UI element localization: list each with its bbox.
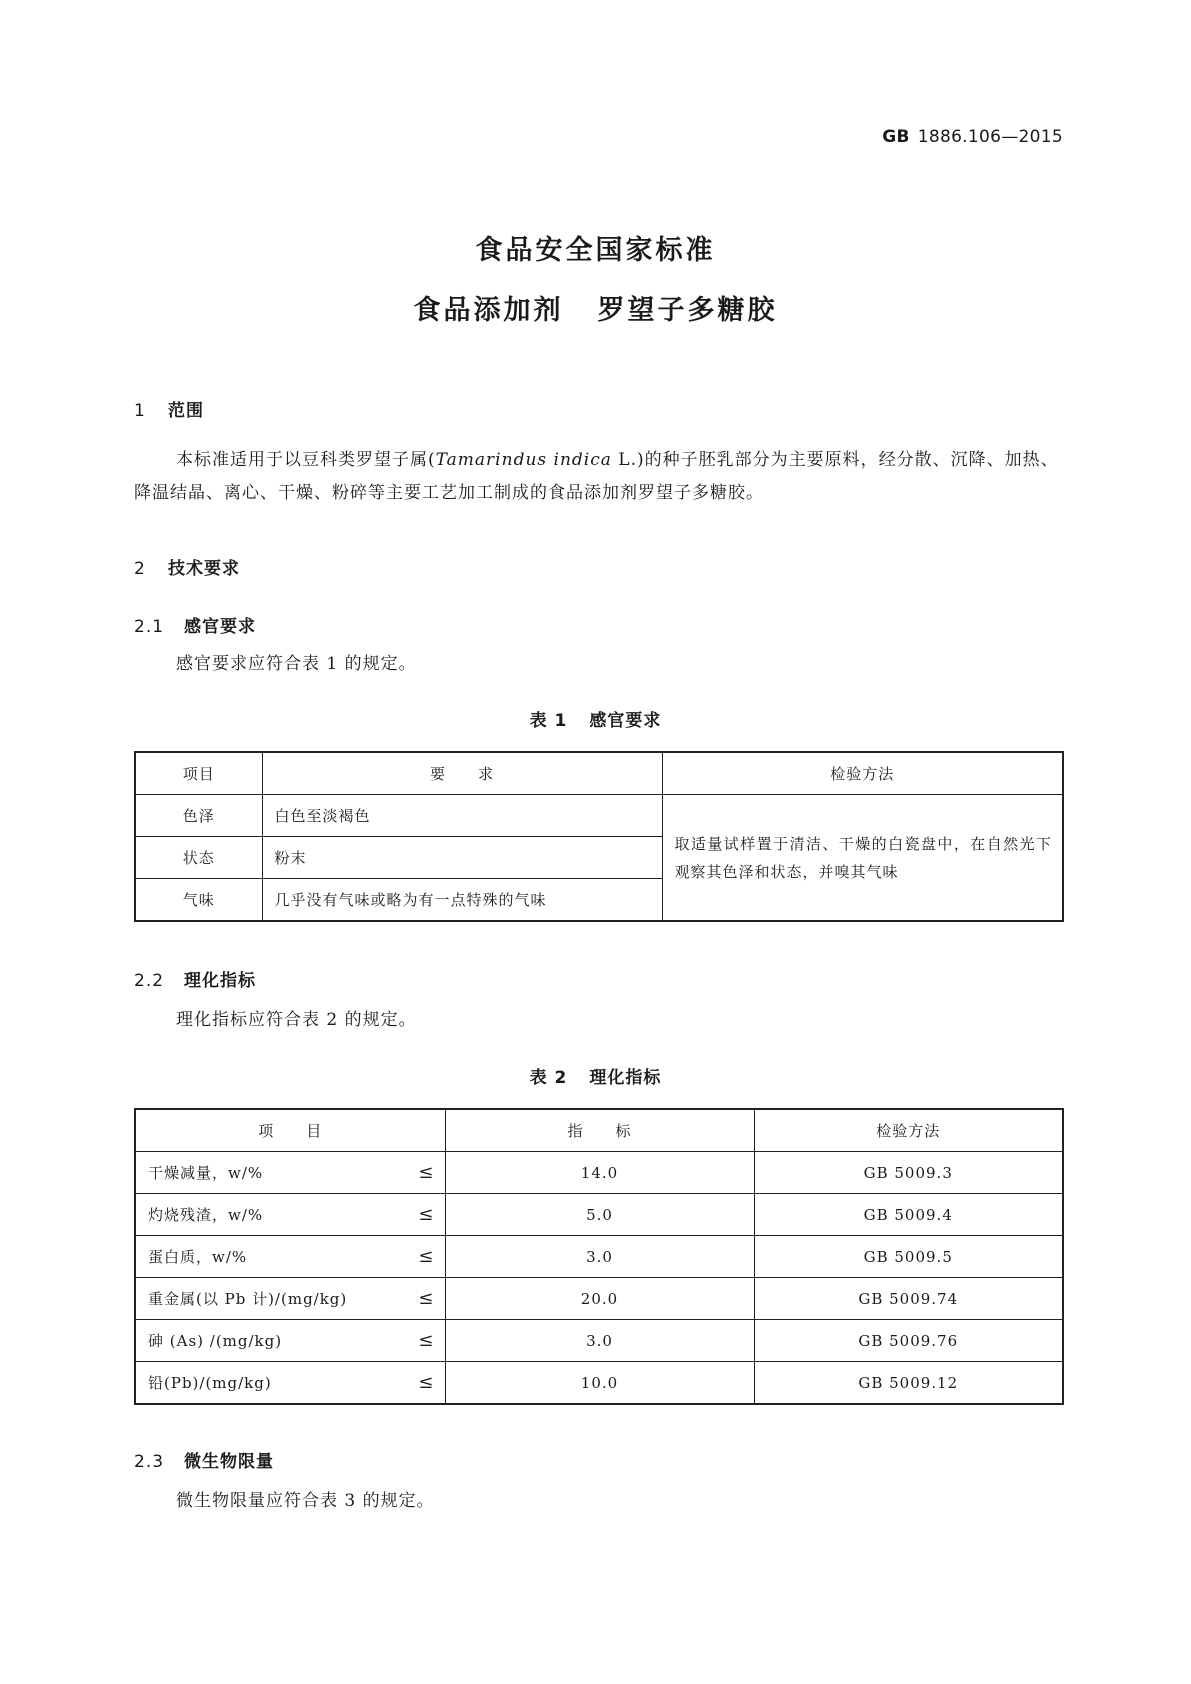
section-2-1-heading: [134, 612, 256, 637]
section-number: 2.2: [134, 971, 165, 991]
table-row: [135, 1362, 1063, 1405]
table-header-row: [135, 1109, 1063, 1152]
header-item: 项 目: [135, 1109, 445, 1152]
header-method: 检验方法: [662, 752, 1063, 795]
table-row: [135, 1194, 1063, 1236]
row-method: GB 5009.74: [754, 1278, 1063, 1320]
section-title: 微生物限量: [184, 1452, 274, 1472]
header-indicator: 指 标: [445, 1109, 754, 1152]
section-title: 范围: [168, 401, 204, 421]
section-title: 感官要求: [184, 617, 256, 637]
item-label: 重金属(以 Pb 计)/(mg/kg): [148, 1290, 348, 1308]
section-title: 技术要求: [168, 559, 240, 579]
row-value: 10.0: [445, 1362, 754, 1405]
header-requirement: 要 求: [262, 752, 662, 795]
caption-title: 理化指标: [589, 1068, 662, 1088]
less-equal-symbol: ≤: [418, 1162, 435, 1183]
row-method: GB 5009.4: [754, 1194, 1063, 1236]
section-number: 2: [134, 559, 146, 579]
item-label: 铅(Pb)/(mg/kg): [148, 1374, 272, 1392]
less-equal-symbol: ≤: [418, 1330, 435, 1351]
paragraph-text: 感官要求应符合表 1 的规定。: [176, 654, 417, 674]
row-item: 气味: [135, 879, 262, 922]
section-number: 2.1: [134, 617, 165, 637]
section-1-heading: [134, 396, 204, 421]
table-row: [135, 1236, 1063, 1278]
scope-text-end: L.)的种子胚乳部分为主要原料，经分散、沉降、加热、降温结晶、离心、干燥、粉碎等主要工艺加工制成的食品添加剂罗望子多糖胶。: [134, 450, 1059, 503]
item-label: 砷 (As) /(mg/kg): [148, 1332, 283, 1350]
document-subtitle: [0, 288, 1191, 327]
row-value: 3.0: [445, 1320, 754, 1362]
table-row: [135, 1152, 1063, 1194]
row-item: 色泽: [135, 795, 262, 837]
row-item: [135, 1152, 445, 1194]
caption-title: 感官要求: [589, 711, 662, 731]
section-2-3-paragraph: [134, 1485, 1062, 1518]
less-equal-symbol: ≤: [418, 1246, 435, 1267]
standard-prefix: GB: [882, 127, 910, 147]
row-item: [135, 1362, 445, 1405]
row-item: [135, 1236, 445, 1278]
row-requirement: 几乎没有气味或略为有一点特殊的气味: [262, 879, 662, 922]
row-value: 20.0: [445, 1278, 754, 1320]
table-2-caption: [0, 1063, 1191, 1088]
row-requirement: 白色至淡褐色: [262, 795, 662, 837]
row-value: 3.0: [445, 1236, 754, 1278]
method-text: 取适量试样置于清洁、干燥的白瓷盘中，在自然光下观察其色泽和状态，并嗅其气味: [662, 795, 1063, 922]
standard-code: [882, 127, 1063, 147]
item-label: 灼烧残渣，w/%: [148, 1206, 264, 1224]
less-equal-symbol: ≤: [418, 1288, 435, 1309]
section-1-paragraph: [134, 444, 1062, 510]
physicochemical-indicators-table: [134, 1108, 1064, 1405]
less-equal-symbol: ≤: [418, 1372, 435, 1393]
row-method: GB 5009.5: [754, 1236, 1063, 1278]
caption-number: 表 2: [529, 1068, 568, 1088]
subtitle-product: 罗望子多糖胶: [597, 295, 778, 326]
standard-number: 1886.106—2015: [917, 127, 1063, 147]
section-number: 2.3: [134, 1452, 165, 1472]
row-method: GB 5009.3: [754, 1152, 1063, 1194]
section-title: 理化指标: [184, 971, 256, 991]
row-item: [135, 1320, 445, 1362]
header-method: 检验方法: [754, 1109, 1063, 1152]
table-1-caption: [0, 706, 1191, 731]
paragraph-text: 理化指标应符合表 2 的规定。: [176, 1010, 417, 1030]
section-number: 1: [134, 401, 146, 421]
table-row: [135, 1320, 1063, 1362]
row-value: 14.0: [445, 1152, 754, 1194]
section-2-heading: [134, 554, 240, 579]
row-requirement: 粉末: [262, 837, 662, 879]
table-row: [135, 1278, 1063, 1320]
row-item: [135, 1194, 445, 1236]
item-label: 干燥减量，w/%: [148, 1164, 264, 1182]
caption-number: 表 1: [529, 711, 568, 731]
header-item: 项目: [135, 752, 262, 795]
scope-text-start: 本标准适用于以豆科类罗望子属(: [176, 450, 436, 470]
sensory-requirements-table: [134, 751, 1064, 922]
less-equal-symbol: ≤: [418, 1204, 435, 1225]
document-title: 食品安全国家标准: [475, 235, 716, 266]
row-item: [135, 1278, 445, 1320]
section-2-1-paragraph: [134, 648, 1062, 681]
row-item: 状态: [135, 837, 262, 879]
item-label: 蛋白质，w/%: [148, 1248, 248, 1266]
table-row: [135, 795, 1063, 837]
section-2-3-heading: [134, 1447, 274, 1472]
paragraph-text: 微生物限量应符合表 3 的规定。: [176, 1491, 435, 1511]
row-method: GB 5009.12: [754, 1362, 1063, 1405]
table-header-row: [135, 752, 1063, 795]
row-method: GB 5009.76: [754, 1320, 1063, 1362]
row-value: 5.0: [445, 1194, 754, 1236]
section-2-2-paragraph: [134, 1004, 1062, 1037]
section-2-2-heading: [134, 966, 256, 991]
subtitle-category: 食品添加剂: [413, 295, 564, 326]
scope-species-name: Tamarindus indica: [435, 450, 612, 470]
